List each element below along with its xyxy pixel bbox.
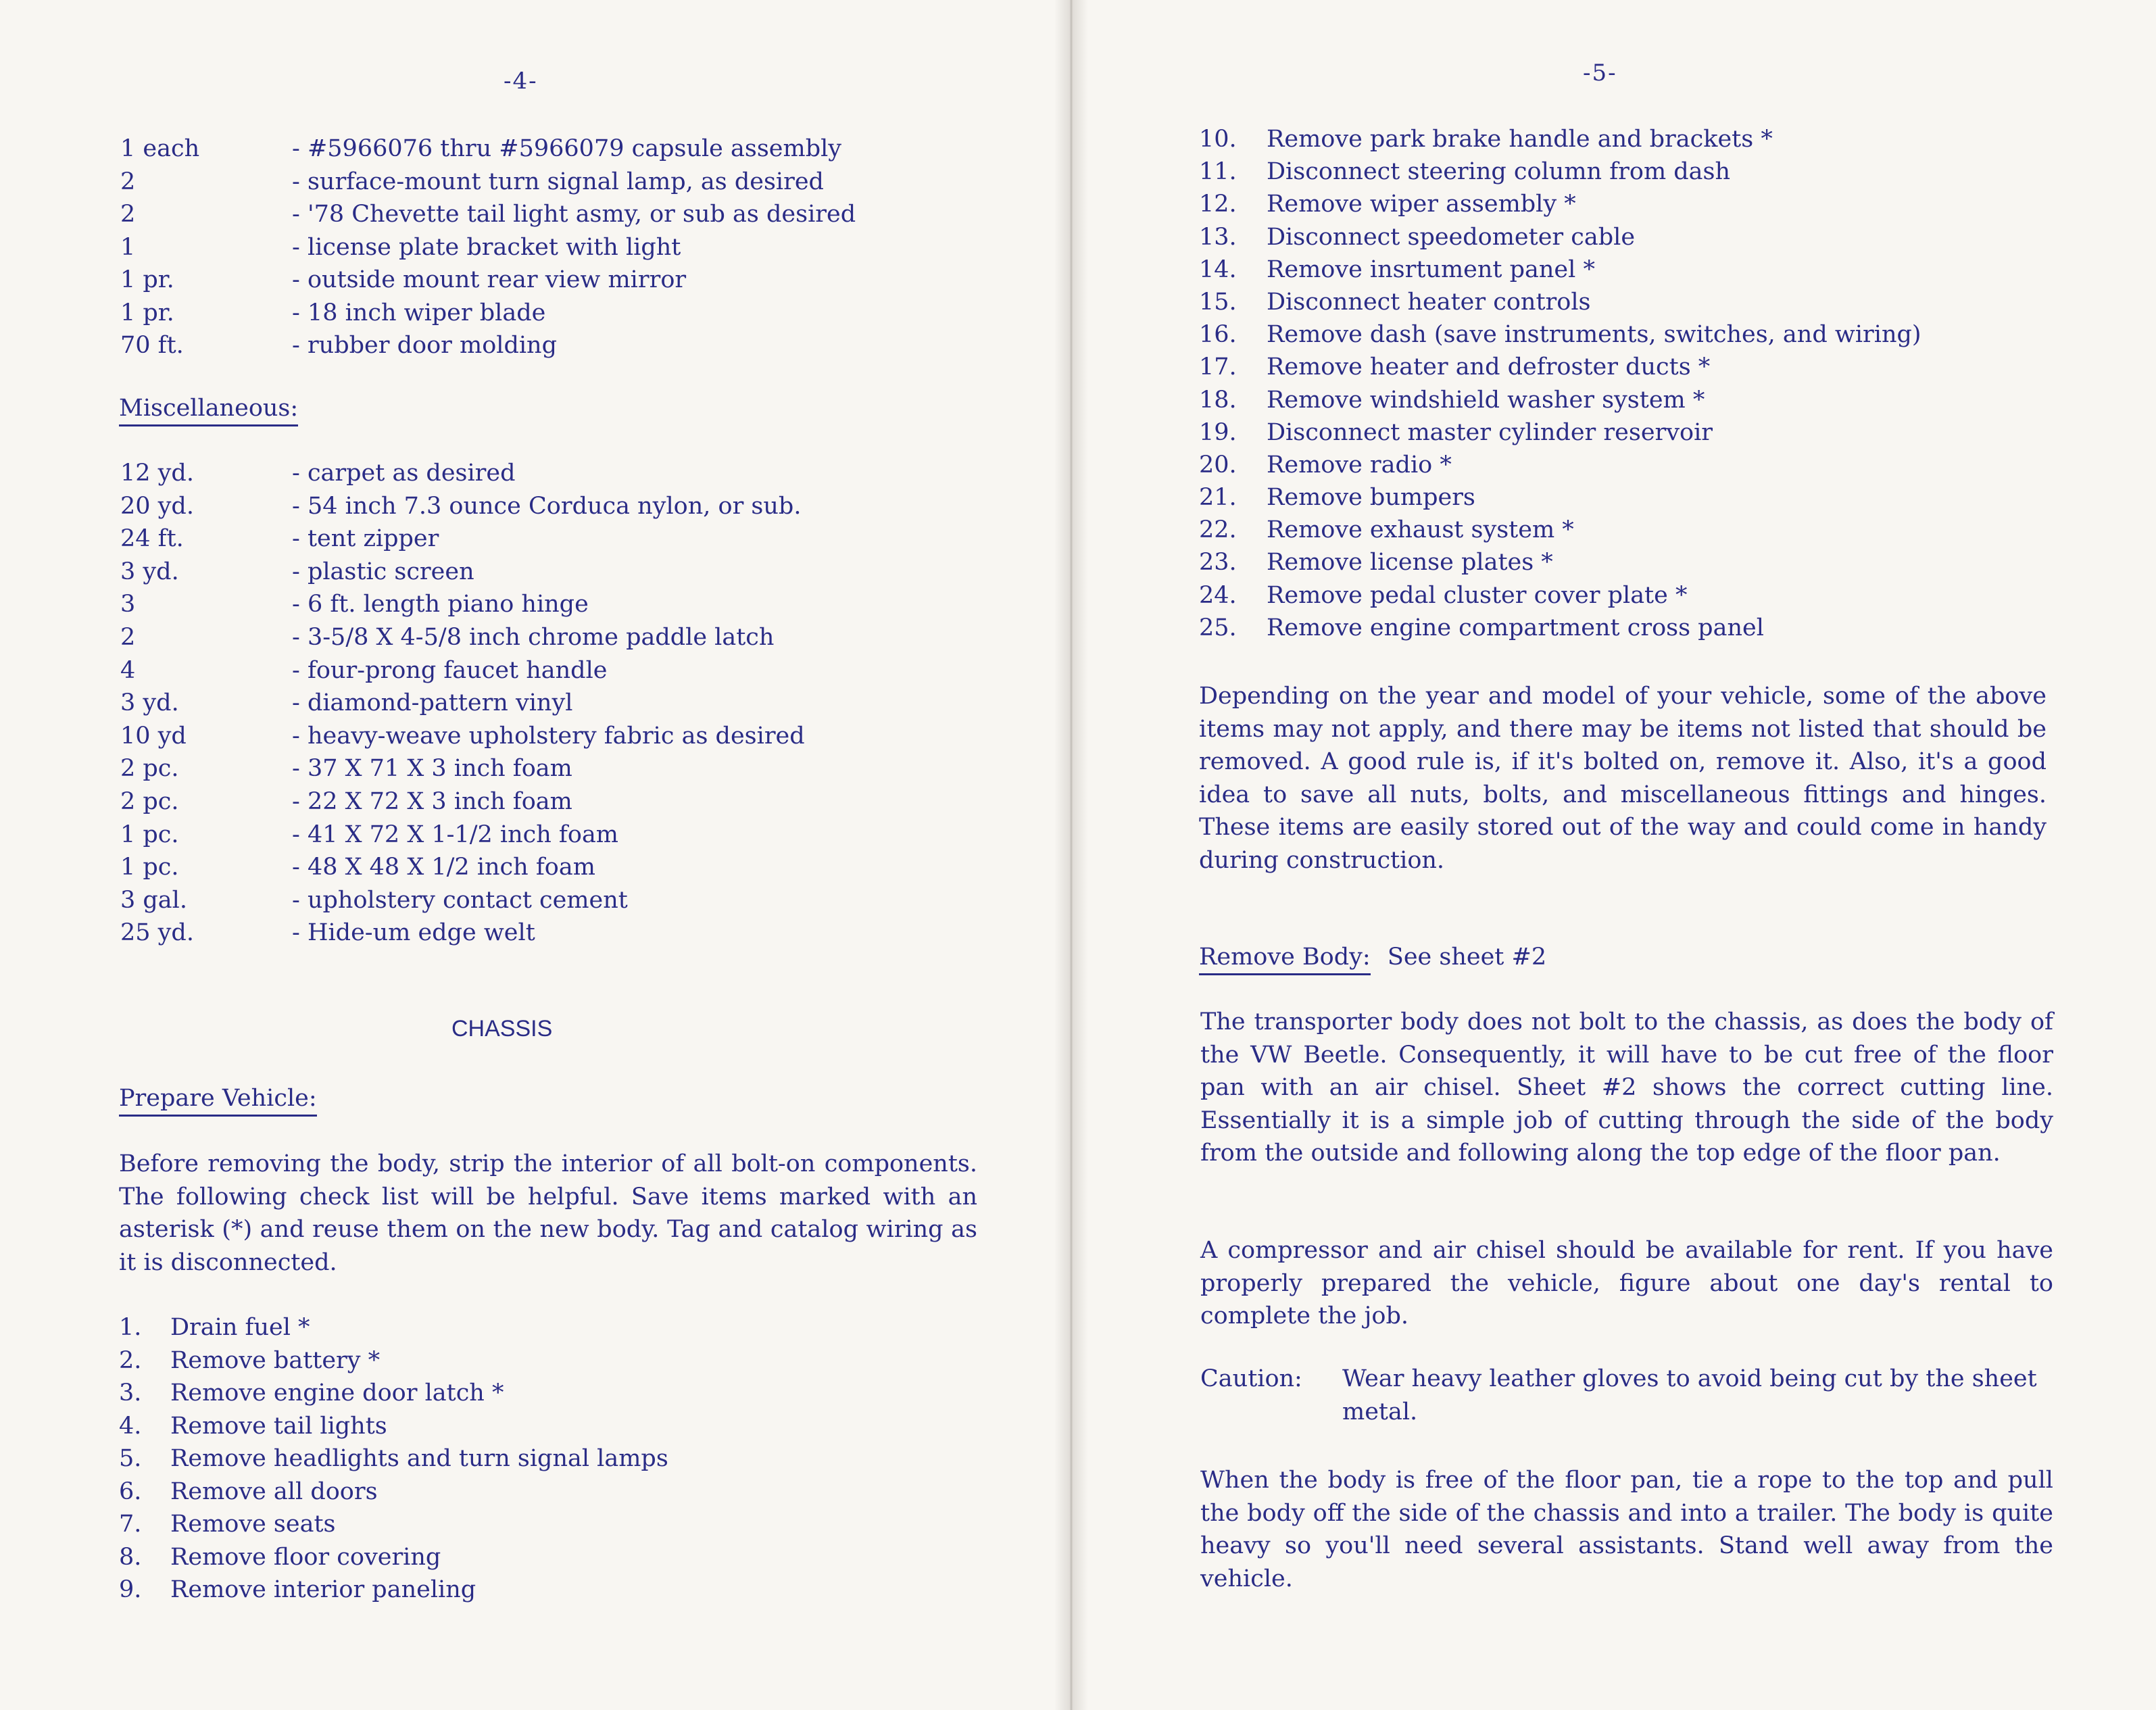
parts-list-item-text: - 18 inch wiper blade: [292, 299, 546, 326]
misc-list-item-qty: 20 yd.: [120, 492, 194, 520]
misc-list-item-text: - diamond-pattern vinyl: [292, 689, 573, 717]
remove-body-ref: See sheet #2: [1387, 944, 1547, 971]
checklist-step-qty: 18.: [1199, 386, 1237, 414]
misc-list-item-text: - 3-5/8 X 4-5/8 inch chrome paddle latch: [292, 623, 775, 651]
checklist-step: [1199, 546, 2132, 579]
checklist-step: [1199, 449, 2132, 481]
checklist-step-qty: 13.: [1199, 223, 1237, 251]
checklist-step-text: Drain fuel *: [170, 1314, 310, 1341]
misc-list-item-qty: 4: [120, 656, 136, 684]
checklist-step: [1199, 318, 2132, 351]
checklist-step-qty: 4.: [119, 1412, 142, 1440]
book-gutter: [1054, 0, 1088, 1710]
checklist-step-text: Remove engine compartment cross panel: [1267, 614, 1764, 641]
misc-list-item-qty: 24 ft.: [120, 525, 184, 553]
checklist-step-qty: 9.: [119, 1576, 142, 1603]
parts-list-item-text: - surface-mount turn signal lamp, as desired: [292, 168, 824, 195]
parts-list-item-qty: 1 each: [120, 135, 200, 162]
checklist-step-qty: 16.: [1199, 321, 1237, 349]
checklist-step-text: Disconnect master cylinder reservoir: [1267, 418, 1713, 446]
misc-list-item: [120, 588, 999, 621]
checklist-step-text: Remove insrtument panel *: [1267, 255, 1595, 283]
parts-list-item-qty: 1 pr.: [120, 266, 174, 293]
checklist-step: [1199, 416, 2132, 449]
prepare-heading: Prepare Vehicle:: [119, 1083, 317, 1117]
checklist-step-text: Remove all doors: [170, 1477, 378, 1505]
misc-list-item-text: - 48 X 48 X 1/2 inch foam: [292, 854, 595, 881]
caution-label: Caution:: [1200, 1365, 1302, 1392]
misc-list-item: [120, 720, 999, 753]
misc-list-item: [120, 522, 999, 556]
checklist-step-text: Remove license plates *: [1267, 549, 1553, 577]
checklist-step: [119, 1377, 998, 1410]
checklist-step-qty: 19.: [1199, 418, 1237, 446]
checklist-step-text: Remove floor covering: [170, 1543, 441, 1571]
misc-list-item: [120, 687, 999, 720]
prepare-heading-wrap: [119, 1083, 317, 1117]
checklist-step-qty: 1.: [119, 1314, 142, 1341]
misc-list-item-qty: 2 pc.: [120, 755, 179, 783]
parts-list-item: [120, 329, 999, 362]
checklist-step-text: Remove seats: [170, 1511, 336, 1538]
parts-list-item: [120, 264, 999, 297]
checklist-step: [1199, 612, 2132, 644]
checklist-step-qty: 6.: [119, 1477, 142, 1505]
misc-heading: Miscellaneous:: [119, 393, 298, 426]
misc-list-item-qty: 3 yd.: [120, 558, 179, 585]
checklist-step-text: Remove wiper assembly *: [1267, 191, 1576, 218]
prepare-paragraph: Before removing the body, strip the interior of all bolt-on components. The following check list will be helpful. Save items marked with an asterisk (*) and reuse them on the new body. Tag and catalog wiring as it is disconnected.: [119, 1150, 977, 1276]
checklist-step-text: Remove radio *: [1267, 451, 1452, 479]
checklist-step-qty: 20.: [1199, 451, 1237, 479]
parts-list-item: [120, 231, 999, 264]
misc-list-item: [120, 621, 999, 654]
misc-list-item-text: - heavy-weave upholstery fabric as desired: [292, 722, 805, 750]
checklist-step: [119, 1311, 998, 1344]
page-number: -5-: [1583, 59, 1617, 87]
checklist-step-qty: 8.: [119, 1543, 142, 1571]
misc-list-item-qty: 1 pc.: [120, 821, 179, 848]
checklist-step-qty: 14.: [1199, 255, 1237, 283]
parts-list: [120, 132, 999, 362]
remove-body-heading: Remove Body:: [1199, 942, 1371, 975]
misc-list-item-qty: 2 pc.: [120, 787, 179, 815]
misc-list-item-qty: 2: [120, 623, 136, 651]
misc-list-item-qty: 3: [120, 591, 136, 618]
checklist-step-text: Remove heater and defroster ducts *: [1267, 353, 1711, 381]
checklist-step: [119, 1442, 998, 1475]
checklist-step-text: Remove headlights and turn signal lamps: [170, 1445, 668, 1472]
checklist-step: [119, 1508, 998, 1541]
right-page: [1068, 0, 2156, 1710]
parts-list-item: [120, 166, 999, 199]
misc-list-item: [120, 785, 999, 819]
misc-list-item-text: - 54 inch 7.3 ounce Corduca nylon, or sub.: [292, 492, 802, 520]
parts-list-item-qty: 70 ft.: [120, 332, 184, 359]
misc-list-item-text: - tent zipper: [292, 525, 439, 553]
misc-list-item-qty: 10 yd: [120, 722, 187, 750]
parts-list-item-qty: 2: [120, 168, 136, 195]
parts-list-item-qty: 1: [120, 233, 136, 261]
misc-list-item-text: - 41 X 72 X 1-1/2 inch foam: [292, 821, 618, 848]
checklist-step-text: Remove tail lights: [170, 1412, 387, 1440]
parts-list-item: [120, 132, 999, 166]
checklist-step-qty: 2.: [119, 1346, 142, 1374]
misc-list-item: [120, 752, 999, 785]
checklist-step-text: Disconnect speedometer cable: [1267, 223, 1636, 251]
steps-list-left: [119, 1311, 998, 1607]
checklist-step: [1199, 514, 2132, 546]
misc-heading-wrap: [119, 393, 298, 426]
misc-list-item-qty: 25 yd.: [120, 919, 194, 947]
misc-list-item-text: - four-prong faucet handle: [292, 656, 608, 684]
checklist-step-qty: 7.: [119, 1511, 142, 1538]
checklist-step-qty: 11.: [1199, 158, 1237, 186]
checklist-step: [1199, 481, 2132, 514]
checklist-step: [1199, 221, 2132, 253]
parts-list-item-text: - license plate bracket with light: [292, 233, 681, 261]
misc-list-item: [120, 556, 999, 589]
checklist-step: [1199, 188, 2132, 220]
final-paragraph: When the body is free of the floor pan, tie a rope to the top and pull the body off the side of the chassis and into a trailer. The body is quite heavy so you'll need several assistants. Stand well away from the vehicle.: [1200, 1467, 2053, 1592]
checklist-step-text: Remove park brake handle and brackets *: [1267, 126, 1773, 153]
transporter-paragraph: The transporter body does not bolt to the chassis, as does the body of the VW Beetle. Consequently, it will have to be cut free of the floor pan with an air chisel. Sheet #2 shows the correct cutting line. Essentially it is a simple job of cutting through the side of the body from the outside and following along the top edge of the floor pan.: [1200, 1008, 2053, 1167]
checklist-step-text: Remove interior paneling: [170, 1576, 476, 1603]
checklist-step-qty: 5.: [119, 1445, 142, 1472]
misc-list-item: [120, 851, 999, 884]
checklist-step: [1199, 253, 2132, 286]
parts-list-item-qty: 1 pr.: [120, 299, 174, 326]
misc-list-item-qty: 12 yd.: [120, 460, 194, 487]
misc-list-item: [120, 917, 999, 950]
misc-list: [120, 457, 999, 950]
remove-body-line: [1199, 942, 1546, 975]
checklist-step: [1199, 286, 2132, 318]
checklist-step: [1199, 384, 2132, 416]
checklist-step: [119, 1573, 998, 1607]
misc-list-item-qty: 3 yd.: [120, 689, 179, 717]
checklist-step: [1199, 579, 2132, 612]
depending-paragraph: Depending on the year and model of your vehicle, some of the above items may not apply, and there may be items not listed that should be removed. A good rule is, if it's bolted on, remove it. Also, it's a good idea to save all nuts, bolts, and miscellaneous fittings and hinges. These items are easily stored out of the way and could come in handy during construction.: [1199, 683, 2047, 874]
parts-list-item-text: - rubber door molding: [292, 332, 558, 359]
checklist-step-text: Disconnect steering column from dash: [1267, 158, 1731, 186]
parts-list-item: [120, 297, 999, 330]
misc-list-item-qty: 3 gal.: [120, 886, 187, 914]
misc-list-item: [120, 819, 999, 852]
checklist-step-text: Disconnect heater controls: [1267, 288, 1591, 316]
misc-list-item-text: - plastic screen: [292, 558, 474, 585]
checklist-step-text: Remove bumpers: [1267, 484, 1475, 512]
checklist-step-qty: 25.: [1199, 614, 1237, 641]
misc-list-item-text: - Hide-um edge welt: [292, 919, 535, 947]
compressor-paragraph: A compressor and air chisel should be available for rent. If you have properly prepared the vehicle, figure about one day's rental to complete the job.: [1200, 1237, 2053, 1329]
checklist-step-qty: 15.: [1199, 288, 1237, 316]
misc-list-item-text: - 22 X 72 X 3 inch foam: [292, 787, 572, 815]
checklist-step-text: Remove windshield washer system *: [1267, 386, 1705, 414]
misc-list-item: [120, 457, 999, 490]
checklist-step-qty: 12.: [1199, 191, 1237, 218]
checklist-step-text: Remove exhaust system *: [1267, 516, 1574, 544]
misc-list-item: [120, 490, 999, 523]
parts-list-item-qty: 2: [120, 201, 136, 228]
steps-list-right: [1199, 123, 2132, 644]
misc-list-item-text: - carpet as desired: [292, 460, 516, 487]
chassis-heading: CHASSIS: [451, 1016, 553, 1042]
checklist-step-text: Remove engine door latch *: [170, 1379, 504, 1407]
checklist-step-qty: 10.: [1199, 126, 1237, 153]
checklist-step-qty: 23.: [1199, 549, 1237, 577]
misc-list-item: [120, 654, 999, 687]
checklist-step: [1199, 123, 2132, 155]
misc-list-item-text: - 37 X 71 X 3 inch foam: [292, 755, 572, 783]
page-number: -4-: [504, 68, 538, 95]
checklist-step-qty: 3.: [119, 1379, 142, 1407]
checklist-step: [119, 1344, 998, 1377]
checklist-step-qty: 22.: [1199, 516, 1237, 544]
checklist-step: [1199, 351, 2132, 383]
misc-list-item-text: - 6 ft. length piano hinge: [292, 591, 589, 618]
checklist-step-qty: 21.: [1199, 484, 1237, 512]
parts-list-item-text: - #5966076 thru #5966079 capsule assembly: [292, 135, 842, 162]
misc-list-item-qty: 1 pc.: [120, 854, 179, 881]
misc-list-item: [120, 884, 999, 917]
checklist-step: [1199, 155, 2132, 188]
checklist-step: [119, 1541, 998, 1574]
caution-text: Wear heavy leather gloves to avoid being cut by the sheet metal.: [1342, 1365, 2037, 1425]
checklist-step-text: Remove pedal cluster cover plate *: [1267, 581, 1688, 609]
parts-list-item: [120, 198, 999, 231]
parts-list-item-text: - outside mount rear view mirror: [292, 266, 687, 293]
misc-list-item-text: - upholstery contact cement: [292, 886, 628, 914]
checklist-step-qty: 17.: [1199, 353, 1237, 381]
checklist-step: [119, 1410, 998, 1443]
parts-list-item-text: - '78 Chevette tail light asmy, or sub as desired: [292, 201, 856, 228]
checklist-step-qty: 24.: [1199, 581, 1237, 609]
checklist-step-text: Remove dash (save instruments, switches, and wiring): [1267, 321, 1921, 349]
checklist-step: [119, 1475, 998, 1509]
checklist-step-text: Remove battery *: [170, 1346, 381, 1374]
left-page: [0, 0, 1068, 1710]
